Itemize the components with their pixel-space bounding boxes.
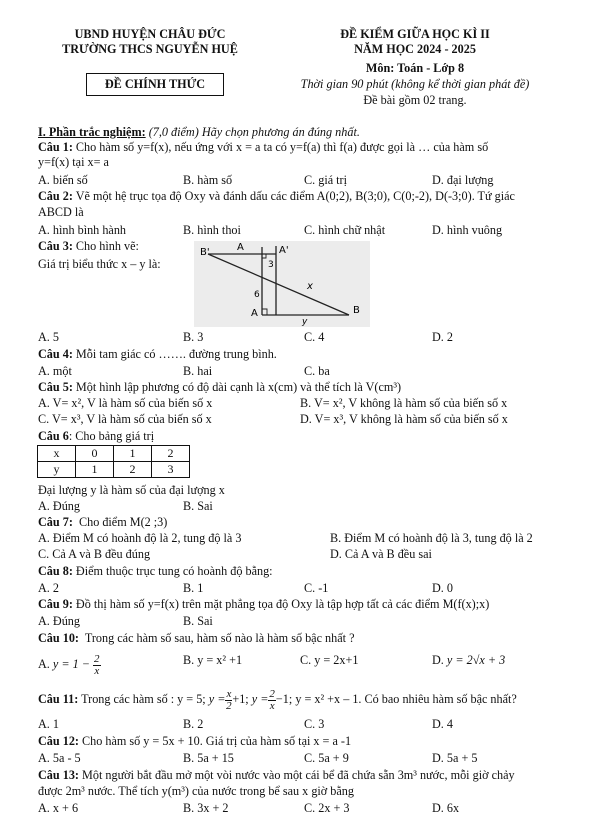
q1-option-c: C. giá trị [304,173,347,187]
q3-figure [194,241,370,327]
q9-option-a: A. Đúng [38,614,80,628]
fraction: $\frac{2}{x}$ [269,687,275,712]
q6-stem: Câu 6: Cho bảng giá trị [38,429,155,443]
q6-option-a: A. Đúng [38,499,80,513]
q3-stem: Câu 3: Cho hình vẽ: [38,239,139,253]
q13-stem: Câu 13: Một người bắt đầu mở một vòi nước vào một cái bể đã chứa sẵn 3m³ nước, mỗi giờ chảy [38,768,515,782]
q3-option-d: D. 2 [432,330,453,344]
q11-option-c: C. 3 [304,717,325,731]
q5-stem: Câu 5: Một hình lập phương có độ dài cạnh là x(cm) và thể tích là V(cm³) [38,380,402,394]
q13-option-d: D. 6x [432,801,460,815]
q5-option-a: A. V= x², V là hàm số của biến số x [38,396,213,410]
table-cell: 3 [152,462,190,478]
q11-option-d: D. 4 [432,717,453,731]
q5-option-c: C. V= x³, V là hàm số của biến số x [38,412,212,426]
table-cell: 2 [152,446,190,462]
q10-option-b: B. y = x² +1 [183,653,243,667]
q5-option-b: B. V= x², V không là hàm số của biến số x [300,396,508,410]
table-row [38,462,190,478]
table-row [38,446,190,462]
q1-option-a: A. biến số [38,173,88,187]
q10-option-a: A. y = 1 − $\frac{2}{x}$ [38,652,100,677]
q13-option-a: A. x + 6 [38,801,79,815]
section-title: I. Phần trắc nghiệm: [38,125,146,139]
q12-option-b: B. 5a + 15 [183,751,234,765]
q8-option-a: A. 2 [38,581,59,595]
q9-option-b: B. Sai [183,614,213,628]
q4-stem: Câu 4: Mỗi tam giác có ……. đường trung bình. [38,347,277,361]
q3-stem-cont: Giá trị biểu thức x – y là: [38,257,161,271]
q2-option-d: D. hình vuông [432,223,503,237]
q7-option-d: D. Cả A và B đều sai [330,547,432,561]
subject: Môn: Toán - Lớp 8 [365,61,465,75]
fig-label-x: x [307,281,313,292]
table-cell: 0 [76,446,114,462]
q7-option-a: A. Điểm M có hoành độ là 2, tung độ là 3 [38,531,242,545]
q11-stem: Câu 11: Trong các hàm số : y = 5; y = $\frac{x}{2}$ +1; y = $\frac{2}{x}$ −1; y = x² +x – 1. Có bao nhiêu hàm số bậc nhất? [38,687,517,712]
q4-option-a: A. một [38,364,72,378]
section-heading [38,125,360,139]
q3-option-c: C. 4 [304,330,325,344]
q12-option-c: C. 5a + 9 [304,751,349,765]
q9-stem: Câu 9: Đồ thị hàm số y=f(x) trên mặt phẳng tọa độ Oxy là tập hợp tất cả các điểm M(f(x);x) [38,597,490,611]
q6-statement: Đại lượng y là hàm số của đại lượng x [38,483,225,497]
page-count: Đề bài gồm 02 trang. [363,93,467,107]
exam-title: ĐỀ KIỂM GIỮA HỌC KÌ II [340,27,490,41]
q2-option-c: C. hình chữ nhật [304,223,386,237]
q1-option-d: D. đại lượng [432,173,494,187]
q6-option-b: B. Sai [183,499,213,513]
q4-option-c: C. ba [304,364,330,378]
school-name: TRƯỜNG THCS NGUYỄN HUỆ [62,42,238,56]
q13-stem-cont: được 2m³ nước. Thể tích y(m³) của nước trong bể sau x giờ bằng [38,784,354,798]
q12-stem: Câu 12: Cho hàm số y = 5x + 10. Giá trị của hàm số tại x = a -1 [38,734,352,748]
q2-stem-cont: ABCD là [38,205,84,219]
section-instruction: Hãy chọn phương án đúng nhất. [201,125,360,139]
fig-label-a-top: A [237,242,244,253]
q13-option-c: C. 2x + 3 [304,801,350,815]
q7-option-c: C. Cả A và B đều đúng [38,547,151,561]
fig-label-b: B [353,305,360,316]
department-name: UBND HUYỆN CHÂU ĐỨC [74,27,226,41]
exam-time: Thời gian 90 phút (không kể thời gian phát đề) [300,77,530,91]
q10-option-c: C. y = 2x+1 [300,653,359,667]
q3-option-b: B. 3 [183,330,204,344]
fig-label-3: 3 [268,260,274,270]
q4-option-b: B. hai [183,364,213,378]
q1-stem: Câu 1: Cho hàm số y=f(x), nếu ứng với x = a ta có y=f(a) thì f(a) được gọi là … của hàm số [38,140,489,154]
table-cell: y [38,462,76,478]
q2-option-b: B. hình thoi [183,223,241,237]
fraction: $\frac{2}{x}$ [94,652,100,677]
fig-label-a-prime: A' [279,245,289,256]
section-points: (7,0 điểm) [148,125,199,139]
q2-option-a: A. hình bình hành [38,223,127,237]
fraction: $\frac{x}{2}$ [226,687,232,712]
q10-stem: Câu 10: Trong các hàm số sau, hàm số nào là hàm số bậc nhất ? [38,631,355,645]
q6-value-table [37,445,190,478]
q7-stem: Câu 7: Cho điểm M(2 ;3) [38,515,168,529]
q1-option-b: B. hàm số [183,173,233,187]
table-cell: 1 [76,462,114,478]
q7-option-b: B. Điểm M có hoành độ là 3, tung độ là 2 [330,531,533,545]
table-cell: x [38,446,76,462]
q8-stem: Câu 8: Điểm thuộc trục tung có hoành độ bằng: [38,564,273,578]
q12-option-a: A. 5a - 5 [38,751,81,765]
table-cell: 1 [114,446,152,462]
q12-option-d: D. 5a + 5 [432,751,478,765]
fig-label-y: y [302,317,308,327]
q10-option-d: D. y = 2√x + 3 [432,653,506,667]
fig-label-b-prime: B' [200,247,210,258]
q11-option-a: A. 1 [38,717,59,731]
q3-option-a: A. 5 [38,330,59,344]
q8-option-d: D. 0 [432,581,453,595]
q5-option-d: D. V= x³, V không là hàm số của biến số x [300,412,508,426]
school-year: NĂM HỌC 2024 - 2025 [354,42,476,56]
triangle-figure [194,241,370,327]
q8-option-b: B. 1 [183,581,204,595]
q13-option-b: B. 3x + 2 [183,801,229,815]
fig-label-a-bottom: A [251,308,258,319]
q8-option-c: C. -1 [304,581,329,595]
official-badge: ĐỀ CHÍNH THỨC [86,73,224,96]
q2-stem: Câu 2: Vẽ một hệ trục tọa độ Oxy và đánh dấu các điểm A(0;2), B(3;0), C(0;-2), D(-3;0). Tứ giác [38,189,515,203]
q1-stem-cont: y=f(x) tại x= a [38,155,109,169]
q11-option-b: B. 2 [183,717,204,731]
fig-label-6: 6 [254,290,260,300]
table-cell: 2 [114,462,152,478]
